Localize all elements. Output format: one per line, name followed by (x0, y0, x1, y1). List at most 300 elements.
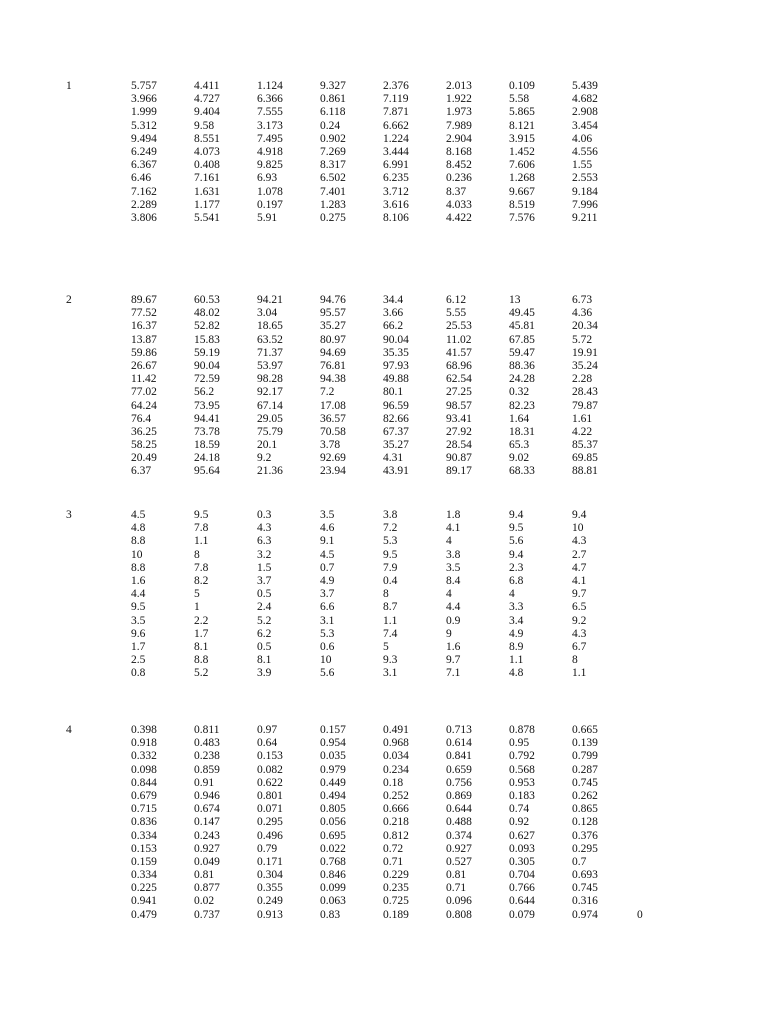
table-cell: 1.124 (257, 80, 283, 92)
table-cell: 92.69 (320, 452, 346, 465)
table-cell: 3.966 (131, 93, 157, 106)
table-cell: 7.871 (383, 106, 409, 119)
table-cell: 1.7 (194, 627, 209, 640)
table-cell: 7.269 (320, 145, 346, 158)
table-cell: 98.28 (257, 373, 283, 386)
table-cell: 0.861 (320, 93, 346, 106)
table-cell: 27.92 (446, 425, 472, 438)
trailing-value: 0 (637, 908, 643, 921)
table-cell: 9.1 (320, 535, 335, 548)
table-cell: 0.238 (194, 750, 220, 763)
table-cell: 59.19 (194, 346, 220, 359)
table-cell: 0.83 (320, 908, 341, 921)
table-cell: 4.5 (131, 509, 146, 521)
table-cell: 3.4 (509, 614, 524, 627)
data-grid (131, 80, 635, 225)
table-cell: 2.013 (446, 80, 472, 92)
table-cell: 5.312 (131, 119, 157, 132)
table-cell: 28.43 (572, 386, 598, 399)
table-cell: 10 (320, 654, 332, 667)
table-cell: 0.64 (257, 737, 278, 750)
table-cell: 0.02 (194, 895, 215, 908)
table-cell: 36.57 (320, 412, 346, 425)
table-cell: 0.5 (257, 588, 272, 601)
data-grid (131, 724, 635, 922)
table-cell: 4.4 (131, 588, 146, 601)
table-cell: 4.727 (194, 93, 220, 106)
table-cell: 8.1 (194, 640, 209, 653)
table-cell: 9.4 (509, 548, 524, 561)
table-cell: 0.3 (257, 509, 272, 521)
table-cell: 67.37 (383, 425, 409, 438)
table-cell: 0.941 (131, 895, 157, 908)
table-cell: 20.1 (257, 439, 278, 452)
table-cell: 13.87 (131, 333, 157, 346)
table-cell: 0.189 (383, 908, 409, 921)
table-cell: 7.401 (320, 185, 346, 198)
table-cell: 3.444 (383, 145, 409, 158)
table-cell: 0.644 (446, 803, 472, 816)
table-cell: 2.3 (509, 561, 524, 574)
table-cell: 4.3 (572, 627, 587, 640)
table-cell: 35.27 (320, 320, 346, 333)
table-cell: 0.6 (320, 640, 335, 653)
table-cell: 0.022 (320, 842, 346, 855)
table-cell: 0.92 (509, 816, 530, 829)
table-cell: 0.035 (320, 750, 346, 763)
table-cell: 94.76 (320, 294, 346, 306)
table-cell: 1.61 (572, 412, 593, 425)
table-cell: 48.02 (194, 307, 220, 320)
table-cell: 28.54 (446, 439, 472, 452)
table-cell: 7.555 (257, 106, 283, 119)
table-cell: 2.4 (257, 601, 272, 614)
table-cell: 35.24 (572, 359, 598, 372)
table-cell: 9.02 (509, 452, 530, 465)
table-cell: 7.8 (194, 561, 209, 574)
table-cell: 7.996 (572, 198, 598, 211)
table-cell: 67.14 (257, 399, 283, 412)
table-cell: 1.6 (131, 574, 146, 587)
table-cell: 34.4 (383, 294, 404, 306)
table-cell: 5.865 (509, 106, 535, 119)
table-cell: 0.275 (320, 211, 346, 224)
table-cell: 63.52 (257, 333, 283, 346)
table-cell: 0.968 (383, 737, 409, 750)
table-cell: 0.183 (509, 789, 535, 802)
table-cell: 2.553 (572, 172, 598, 185)
table-cell: 0.304 (257, 869, 283, 882)
table-cell: 3.3 (509, 601, 524, 614)
table-cell: 0.81 (446, 869, 467, 882)
table-cell: 0.665 (572, 724, 598, 736)
table-cell: 1.8 (446, 509, 461, 521)
table-cell: 93.41 (446, 412, 472, 425)
table-cell: 0.953 (509, 776, 535, 789)
table-cell: 70.58 (320, 425, 346, 438)
table-cell: 1.6 (446, 640, 461, 653)
table-cell: 3.2 (257, 548, 272, 561)
table-cell: 0.766 (509, 882, 535, 895)
table-cell: 0.7 (572, 855, 587, 868)
table-cell: 21.36 (257, 465, 283, 478)
table-cell: 0.725 (383, 895, 409, 908)
table-cell: 0.316 (572, 895, 598, 908)
table-cell: 2.7 (572, 548, 587, 561)
table-cell: 72.59 (194, 373, 220, 386)
table-cell: 18.65 (257, 320, 283, 333)
table-cell: 6.991 (383, 159, 409, 172)
table-cell: 0.098 (131, 763, 157, 776)
table-cell: 7.9 (383, 561, 398, 574)
table-cell: 0.491 (383, 724, 409, 736)
table-cell: 0.093 (509, 842, 535, 855)
table-cell: 0.97 (257, 724, 278, 736)
table-cell: 90.04 (194, 359, 220, 372)
table-cell: 8.8 (194, 654, 209, 667)
table-cell: 0.9 (446, 614, 461, 627)
table-cell: 0.229 (383, 869, 409, 882)
table-cell: 1.224 (383, 132, 409, 145)
section-label: 1 (66, 80, 72, 92)
table-cell: 7.161 (194, 172, 220, 185)
table-cell: 3.806 (131, 211, 157, 224)
table-cell: 5 (383, 640, 389, 653)
table-cell: 0.305 (509, 855, 535, 868)
table-cell: 0.408 (194, 159, 220, 172)
table-cell: 4.9 (320, 574, 335, 587)
section-label: 4 (66, 724, 72, 736)
table-cell: 4.422 (446, 211, 472, 224)
table-cell: 95.57 (320, 307, 346, 320)
table-cell: 0.71 (383, 855, 404, 868)
table-cell: 45.81 (509, 320, 535, 333)
table-cell: 8 (572, 654, 578, 667)
table-cell: 4.36 (572, 307, 593, 320)
table-cell: 6.37 (131, 465, 152, 478)
table-cell: 9.58 (194, 119, 215, 132)
table-cell: 3.8 (383, 509, 398, 521)
table-cell: 94.21 (257, 294, 283, 306)
table-cell: 3.1 (383, 667, 398, 680)
table-cell: 1.999 (131, 106, 157, 119)
table-cell: 2.376 (383, 80, 409, 92)
table-cell: 1 (194, 601, 200, 614)
table-cell: 3.1 (320, 614, 335, 627)
table-cell: 35.27 (383, 439, 409, 452)
table-cell: 8.2 (194, 574, 209, 587)
table-cell: 0.846 (320, 869, 346, 882)
table-cell: 0.287 (572, 763, 598, 776)
table-cell: 94.38 (320, 373, 346, 386)
table-cell: 6.662 (383, 119, 409, 132)
table-cell: 0.374 (446, 829, 472, 842)
table-cell: 0.109 (509, 80, 535, 92)
table-cell: 8.9 (509, 640, 524, 653)
table-cell: 9.825 (257, 159, 283, 172)
table-cell: 9.5 (131, 601, 146, 614)
table-cell: 0.376 (572, 829, 598, 842)
table-cell: 6.502 (320, 172, 346, 185)
table-cell: 0.494 (320, 789, 346, 802)
table-cell: 0.355 (257, 882, 283, 895)
table-cell: 0.479 (131, 908, 157, 921)
table-cell: 6.3 (257, 535, 272, 548)
table-cell: 5.72 (572, 333, 593, 346)
table-cell: 6.367 (131, 159, 157, 172)
table-cell: 9.2 (572, 614, 587, 627)
table-cell: 6.235 (383, 172, 409, 185)
table-cell: 60.53 (194, 294, 220, 306)
table-cell: 5.6 (320, 667, 335, 680)
table-cell: 17.08 (320, 399, 346, 412)
table-cell: 6.6 (320, 601, 335, 614)
table-cell: 0.801 (257, 789, 283, 802)
table-cell: 68.96 (446, 359, 472, 372)
table-cell: 62.54 (446, 373, 472, 386)
table-cell: 2.28 (572, 373, 593, 386)
section-label: 2 (66, 294, 72, 306)
table-cell: 94.69 (320, 346, 346, 359)
table-cell: 8.452 (446, 159, 472, 172)
table-cell: 36.25 (131, 425, 157, 438)
table-cell: 0.252 (383, 789, 409, 802)
table-cell: 0.841 (446, 750, 472, 763)
table-cell: 4.7 (572, 561, 587, 574)
table-cell: 0.171 (257, 855, 283, 868)
table-cell: 0.4 (383, 574, 398, 587)
table-cell: 0.056 (320, 816, 346, 829)
table-cell: 0.153 (131, 842, 157, 855)
table-cell: 9.7 (572, 588, 587, 601)
table-cell: 9.3 (383, 654, 398, 667)
table-cell: 0.332 (131, 750, 157, 763)
table-cell: 79.87 (572, 399, 598, 412)
table-cell: 4.22 (572, 425, 593, 438)
table-cell: 4.918 (257, 145, 283, 158)
table-cell: 7.495 (257, 132, 283, 145)
table-cell: 9.4 (509, 509, 524, 521)
table-cell: 4.556 (572, 145, 598, 158)
table-cell: 4.3 (257, 522, 272, 535)
table-cell: 29.05 (257, 412, 283, 425)
table-cell: 10 (572, 522, 584, 535)
table-cell: 58.25 (131, 439, 157, 452)
table-cell: 24.18 (194, 452, 220, 465)
table-cell: 8.37 (446, 185, 467, 198)
table-cell: 0.24 (320, 119, 341, 132)
table-cell: 59.47 (509, 346, 535, 359)
table-cell: 76.4 (131, 412, 152, 425)
table-cell: 3.9 (257, 667, 272, 680)
table-cell: 0.737 (194, 908, 220, 921)
table-cell: 35.35 (383, 346, 409, 359)
table-cell: 0.811 (194, 724, 220, 736)
table-cell: 7.119 (383, 93, 409, 106)
table-cell: 6.2 (257, 627, 272, 640)
table-cell: 3.66 (383, 307, 404, 320)
table-cell: 0.71 (446, 882, 467, 895)
table-cell: 65.3 (509, 439, 530, 452)
table-cell: 7.576 (509, 211, 535, 224)
table-cell: 56.2 (194, 386, 215, 399)
table-cell: 11.42 (131, 373, 157, 386)
table-cell: 3.7 (257, 574, 272, 587)
table-cell: 2.5 (131, 654, 146, 667)
table-cell: 1.631 (194, 185, 220, 198)
table-cell: 64.24 (131, 399, 157, 412)
table-cell: 4.033 (446, 198, 472, 211)
table-cell: 80.1 (383, 386, 404, 399)
table-cell: 0.262 (572, 789, 598, 802)
table-cell: 7.2 (320, 386, 335, 399)
table-cell: 0.622 (257, 776, 283, 789)
table-cell: 0.72 (383, 842, 404, 855)
table-cell: 3.5 (446, 561, 461, 574)
table-cell: 0.713 (446, 724, 472, 736)
table-cell: 0.235 (383, 882, 409, 895)
table-cell: 7.8 (194, 522, 209, 535)
table-cell: 0.946 (194, 789, 220, 802)
table-cell: 0.79 (257, 842, 278, 855)
table-cell: 6.12 (446, 294, 467, 306)
table-cell: 9.211 (572, 211, 598, 224)
table-cell: 6.73 (572, 294, 593, 306)
table-cell: 0.079 (509, 908, 535, 921)
table-cell: 92.17 (257, 386, 283, 399)
table-cell: 4 (446, 588, 452, 601)
table-cell: 6.118 (320, 106, 346, 119)
table-cell: 49.88 (383, 373, 409, 386)
table-cell: 1.1 (572, 667, 587, 680)
table-cell: 4.8 (509, 667, 524, 680)
table-cell: 89.17 (446, 465, 472, 478)
table-cell: 6.46 (131, 172, 152, 185)
table-cell: 2.904 (446, 132, 472, 145)
table-cell: 5.58 (509, 93, 530, 106)
table-cell: 68.33 (509, 465, 535, 478)
table-cell: 8.1 (257, 654, 272, 667)
table-cell: 4.073 (194, 145, 220, 158)
table-cell: 9.404 (194, 106, 220, 119)
table-cell: 88.36 (509, 359, 535, 372)
table-cell: 4.06 (572, 132, 593, 145)
table-cell: 4.9 (509, 627, 524, 640)
table-cell: 0.063 (320, 895, 346, 908)
table-cell: 0.877 (194, 882, 220, 895)
table-cell: 4.682 (572, 93, 598, 106)
table-cell: 8.8 (131, 561, 146, 574)
table-cell: 0.147 (194, 816, 220, 829)
table-cell: 52.82 (194, 320, 220, 333)
table-cell: 3.04 (257, 307, 278, 320)
table-cell: 0.7 (320, 561, 335, 574)
table-cell: 4.3 (572, 535, 587, 548)
table-cell: 9.4 (572, 509, 587, 521)
table-cell: 7.4 (383, 627, 398, 640)
table-cell: 6.366 (257, 93, 283, 106)
table-cell: 0.449 (320, 776, 346, 789)
table-cell: 85.37 (572, 439, 598, 452)
table-cell: 8.4 (446, 574, 461, 587)
table-cell: 98.57 (446, 399, 472, 412)
table-cell: 94.41 (194, 412, 220, 425)
table-cell: 0.95 (509, 737, 530, 750)
table-cell: 0.808 (446, 908, 472, 921)
table-cell: 18.31 (509, 425, 535, 438)
table-cell: 3.173 (257, 119, 283, 132)
table-cell: 5.439 (572, 80, 598, 92)
table-cell: 27.25 (446, 386, 472, 399)
table-cell: 4.1 (446, 522, 461, 535)
table-cell: 0.236 (446, 172, 472, 185)
table-cell: 0.913 (257, 908, 283, 921)
table-cell: 6.7 (572, 640, 587, 653)
table-cell: 5.2 (257, 614, 272, 627)
table-cell: 11.02 (446, 333, 472, 346)
table-cell: 8.8 (131, 535, 146, 548)
table-cell: 97.93 (383, 359, 409, 372)
table-cell: 2.289 (131, 198, 157, 211)
table-cell: 6.93 (257, 172, 278, 185)
table-cell: 49.45 (509, 307, 535, 320)
table-cell: 0.812 (383, 829, 409, 842)
table-cell: 3.5 (320, 509, 335, 521)
table-cell: 1.078 (257, 185, 283, 198)
table-cell: 82.66 (383, 412, 409, 425)
table-cell: 5.91 (257, 211, 278, 224)
table-cell: 3.454 (572, 119, 598, 132)
table-cell: 3.712 (383, 185, 409, 198)
table-cell: 0.836 (131, 816, 157, 829)
table-cell: 4.31 (383, 452, 404, 465)
table-cell: 75.79 (257, 425, 283, 438)
table-cell: 0.865 (572, 803, 598, 816)
table-cell: 0.334 (131, 829, 157, 842)
table-cell: 9.667 (509, 185, 535, 198)
data-grid (131, 294, 635, 479)
table-cell: 0.844 (131, 776, 157, 789)
table-cell: 9.5 (509, 522, 524, 535)
table-cell: 9.327 (320, 80, 346, 92)
table-cell: 0.398 (131, 724, 157, 736)
table-cell: 0.878 (509, 724, 535, 736)
table-cell: 0.859 (194, 763, 220, 776)
table-cell: 8.519 (509, 198, 535, 211)
table-cell: 0.153 (257, 750, 283, 763)
table-cell: 2.2 (194, 614, 209, 627)
table-cell: 0.159 (131, 855, 157, 868)
table-cell: 0.704 (509, 869, 535, 882)
table-cell: 7.1 (446, 667, 461, 680)
table-cell: 4.6 (320, 522, 335, 535)
table-cell: 23.94 (320, 465, 346, 478)
table-cell: 0.715 (131, 803, 157, 816)
table-cell: 8 (383, 588, 389, 601)
table-cell: 6.5 (572, 601, 587, 614)
table-cell: 0.099 (320, 882, 346, 895)
table-cell: 1.973 (446, 106, 472, 119)
table-cell: 41.57 (446, 346, 472, 359)
table-cell: 66.2 (383, 320, 404, 333)
table-cell: 9.6 (131, 627, 146, 640)
table-cell: 0.139 (572, 737, 598, 750)
table-cell: 69.85 (572, 452, 598, 465)
table-cell: 1.64 (509, 412, 530, 425)
table-cell: 0.096 (446, 895, 472, 908)
table-cell: 0.799 (572, 750, 598, 763)
table-cell: 0.695 (320, 829, 346, 842)
